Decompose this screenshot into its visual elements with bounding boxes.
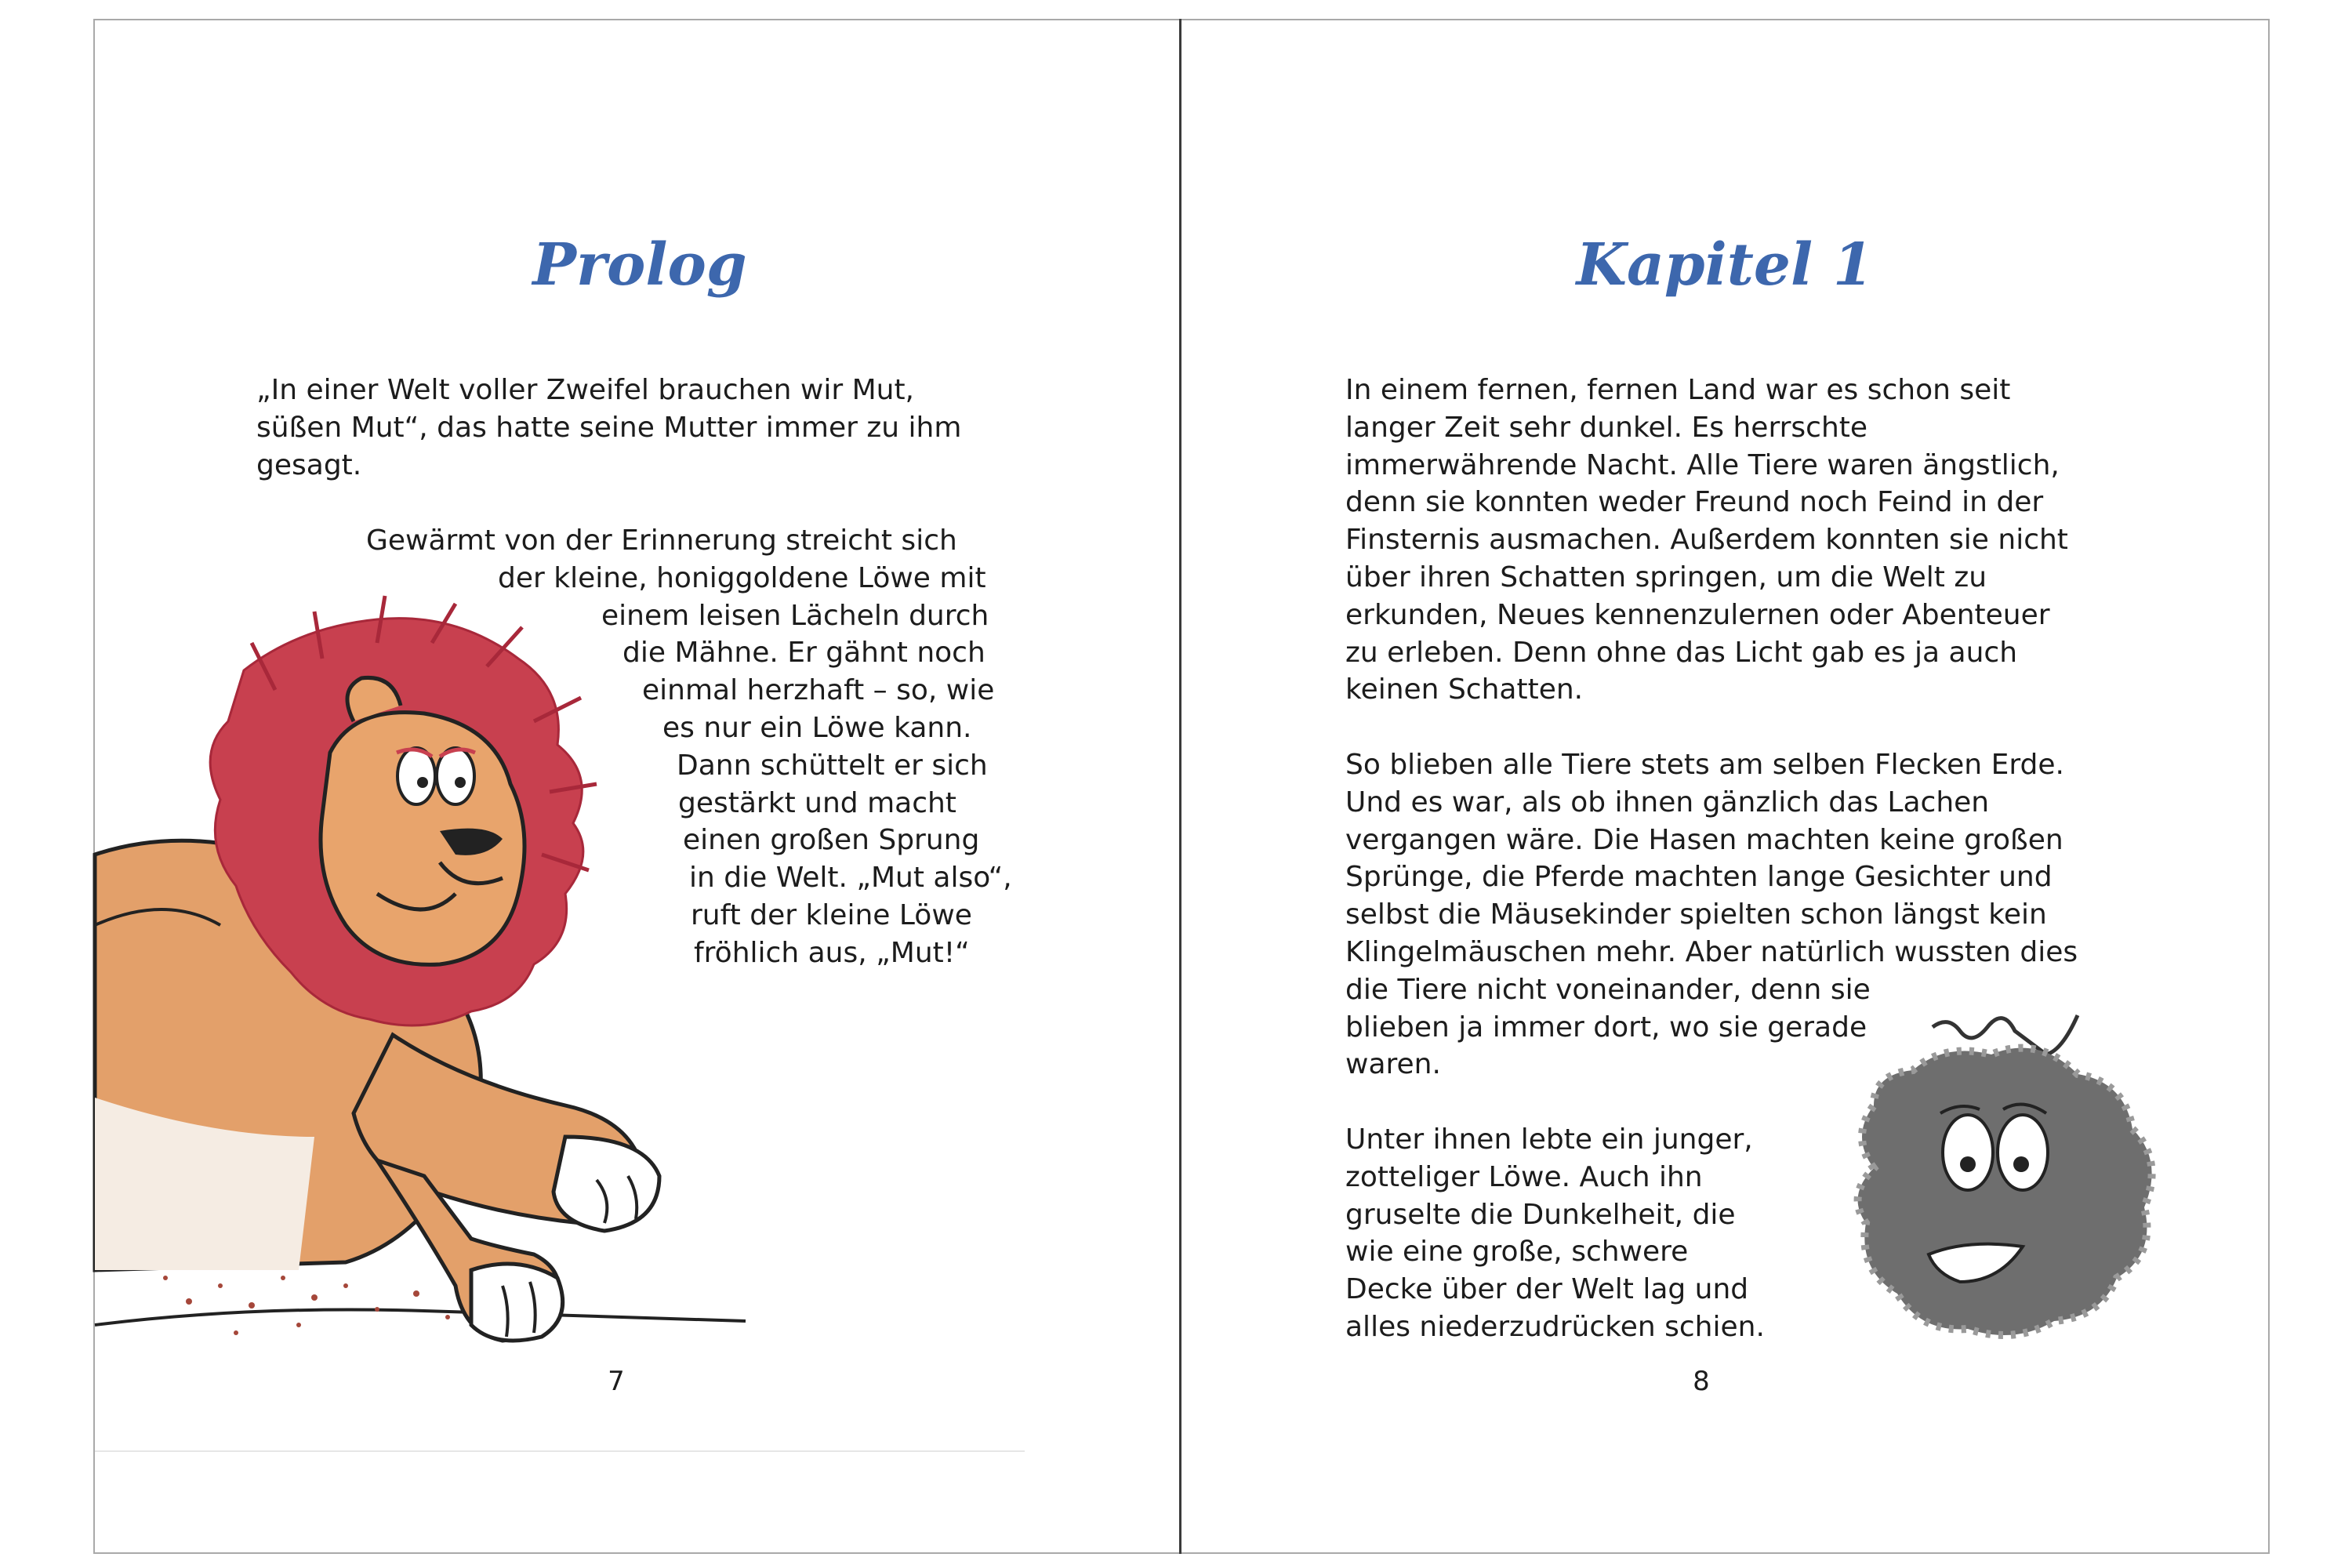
text-line: ruft der kleine Löwe <box>691 898 972 931</box>
text-line: Unter ihnen lebte ein junger, <box>1345 1123 1753 1156</box>
book-gutter <box>1179 19 1181 1554</box>
text-line: Sprünge, die Pferde machten lange Gesichter und <box>1345 861 2053 894</box>
text-line: einen großen Sprung <box>683 824 980 857</box>
text-line: Dann schüttelt er sich <box>677 749 988 782</box>
text-line: waren. <box>1345 1048 1441 1081</box>
text-line: gestärkt und macht <box>678 786 956 819</box>
text-line: langer Zeit sehr dunkel. Es herrschte <box>1345 411 1868 444</box>
text-line: Decke über der Welt lag und <box>1345 1273 1749 1306</box>
text-line: in die Welt. „Mut also“, <box>689 862 1012 895</box>
text-line: wie eine große, schwere <box>1345 1236 1689 1269</box>
text-line: einmal herzhaft – so, wie <box>642 674 995 707</box>
prolog-wrap-paragraph <box>256 522 1012 972</box>
text-line: zotteliger Löwe. Auch ihn <box>1345 1160 1703 1193</box>
prolog-intro-paragraph <box>256 372 961 484</box>
text-line: „In einer Welt voller Zweifel brauchen wir Mut, <box>256 374 915 406</box>
darkness-monster-illustration <box>1842 1011 2172 1356</box>
text-line: alles niederzudrücken schien. <box>1345 1310 1765 1343</box>
text-line: es nur ein Löwe kann. <box>662 711 972 744</box>
chapter-paragraph-3 <box>1345 1121 1765 1346</box>
right-page-number: 8 <box>1693 1366 1710 1397</box>
left-page-number: 7 <box>608 1366 625 1397</box>
text-line: süßen Mut“, das hatte seine Mutter immer zu ihm <box>256 411 962 444</box>
chapter-paragraph-1 <box>1345 372 2068 709</box>
text-line: über ihren Schatten springen, um die Welt zu <box>1345 561 1987 593</box>
text-line: die Tiere nicht voneinander, denn sie <box>1345 973 1871 1006</box>
text-line: denn sie konnten weder Freund noch Feind in der <box>1345 486 2044 519</box>
left-page-bottom-rule <box>95 1450 1025 1452</box>
text-line: immerwährende Nacht. Alle Tiere waren ängstlich, <box>1345 448 2060 481</box>
text-line: gruselte die Dunkelheit, die <box>1345 1198 1736 1231</box>
text-line: So blieben alle Tiere stets am selben Flecken Erde. <box>1345 749 2064 781</box>
text-line: Gewärmt von der Erinnerung streicht sich <box>366 524 957 557</box>
text-line: Finsternis ausmachen. Außerdem konnten sie nicht <box>1345 524 2068 557</box>
text-line: zu erleben. Denn ohne das Licht gab es ja auch <box>1345 636 2018 669</box>
text-line: Und es war, als ob ihnen gänzlich das Lachen <box>1345 786 1990 818</box>
text-line: selbst die Mäusekinder spielten schon längst kein <box>1345 898 2047 931</box>
text-line: gesagt. <box>256 448 362 481</box>
text-line: der kleine, honiggoldene Löwe mit <box>498 561 986 594</box>
text-line: die Mähne. Er gähnt noch <box>622 637 985 670</box>
text-line: fröhlich aus, „Mut!“ <box>694 936 970 969</box>
text-line: vergangen wäre. Die Hasen machten keine großen <box>1345 823 2063 856</box>
left-page-title: Prolog <box>532 231 747 299</box>
text-line: keinen Schatten. <box>1345 673 1584 706</box>
right-page-title: Kapitel 1 <box>1576 231 1874 299</box>
text-line: Klingelmäuschen mehr. Aber natürlich wussten dies <box>1345 935 2078 968</box>
text-line: erkunden, Neues kennenzulernen oder Abenteuer <box>1345 598 2050 631</box>
text-line: einem leisen Lächeln durch <box>601 599 989 632</box>
text-line: blieben ja immer dort, wo sie gerade <box>1345 1011 1867 1044</box>
text-line: In einem fernen, fernen Land war es schon seit <box>1345 374 2011 406</box>
